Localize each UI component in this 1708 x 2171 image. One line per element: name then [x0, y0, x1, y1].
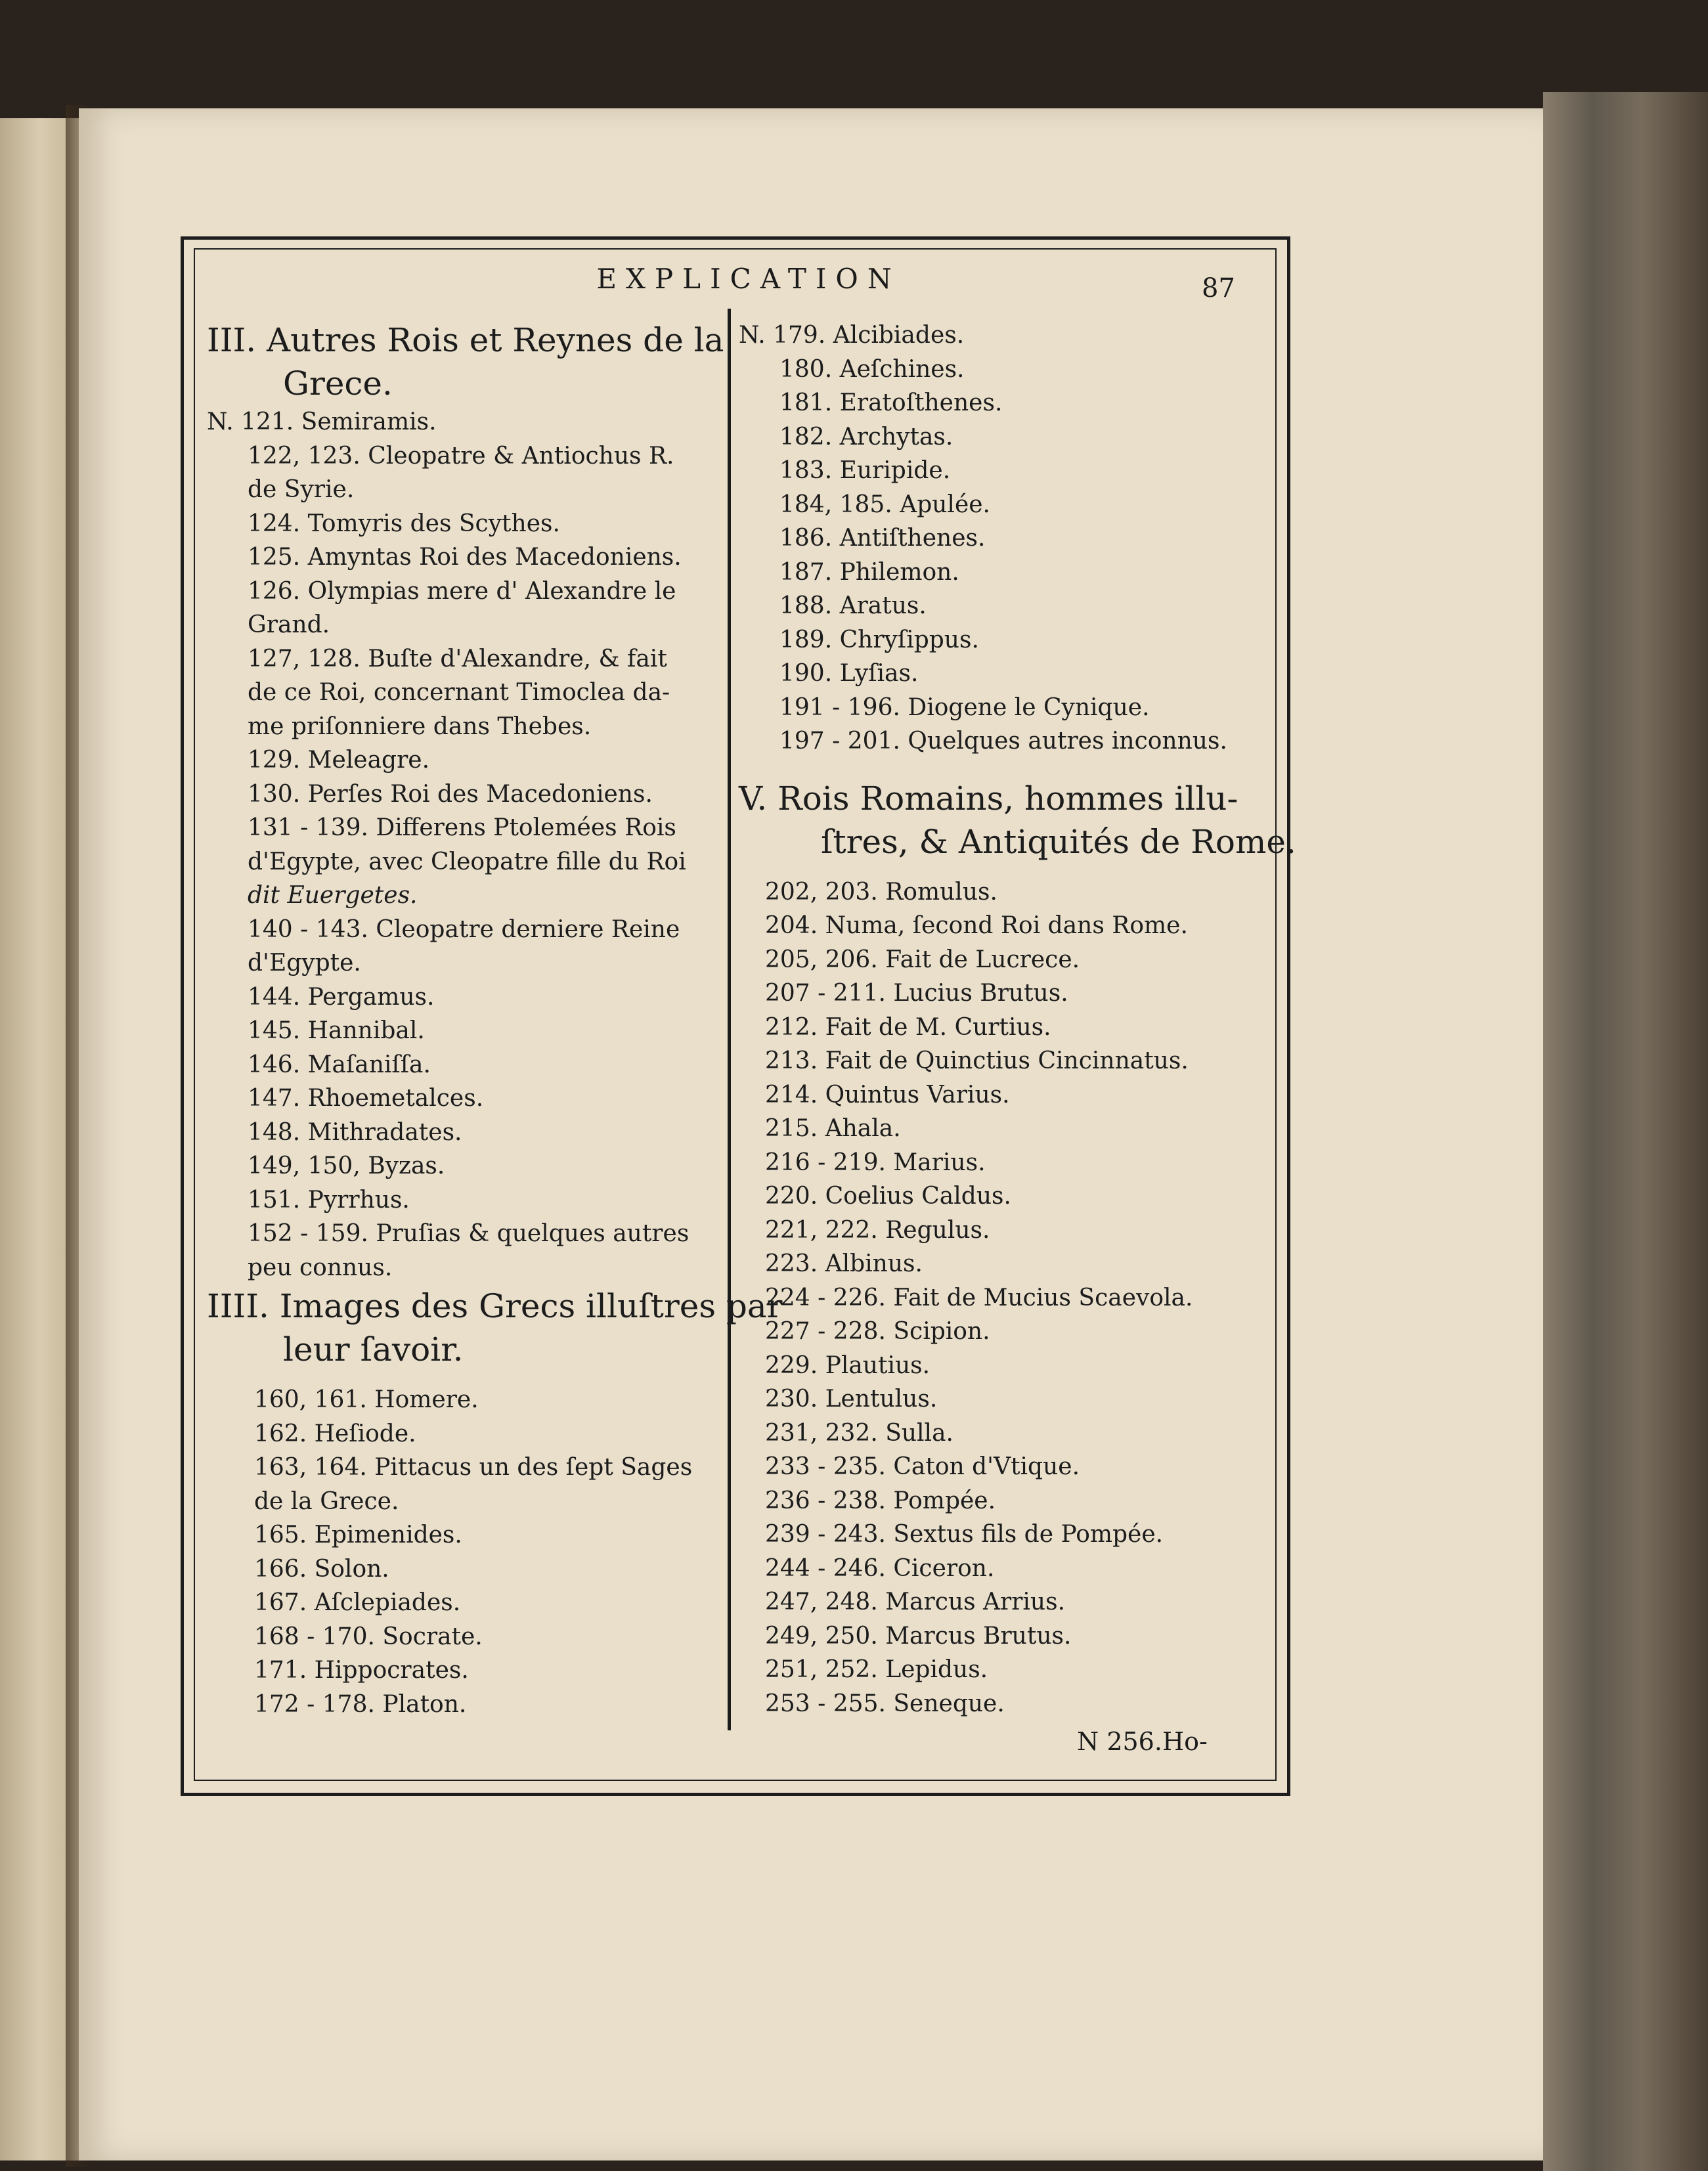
list-item: 224 - 226. Fait de Mucius Scaevola.: [765, 1284, 1193, 1311]
list-item: 151. Pyrrhus.: [248, 1186, 410, 1214]
list-item: 160, 161. Homere.: [254, 1386, 479, 1413]
list-item-continued: me priſonniere dans Thebes.: [248, 713, 592, 740]
list-item: 213. Fait de Quinctius Cincinnatus.: [765, 1047, 1189, 1074]
list-item-continued: de Syrie.: [248, 476, 355, 503]
list-item: 122, 123. Cleopatre & Antiochus R.: [248, 442, 674, 470]
left-column: [207, 318, 783, 1721]
list-item: 253 - 255. Seneque.: [765, 1690, 1005, 1717]
right-column: [739, 318, 1296, 1721]
list-item: 129. Meleagre.: [248, 747, 430, 774]
list-item: 152 - 159. Pruſias & quelques autres: [248, 1220, 690, 1247]
running-head: EXPLICATION: [596, 263, 901, 295]
list-item: N. 121. Semiramis.: [207, 408, 437, 435]
section-heading-continued: Grece.: [283, 364, 393, 403]
list-item: 205, 206. Fait de Lucrece.: [765, 946, 1080, 973]
list-item: 180. Aeſchines.: [779, 355, 965, 383]
list-item: 251, 252. Lepidus.: [765, 1656, 988, 1683]
list-item: 124. Tomyris des Scythes.: [248, 510, 560, 537]
list-item: 140 - 143. Cleopatre derniere Reine: [248, 915, 680, 943]
list-item-continued: d'Egypte.: [248, 950, 361, 976]
section-heading: III. Autres Rois et Reynes de la: [207, 321, 724, 359]
list-item: 214. Quintus Varius.: [765, 1081, 1010, 1108]
list-item: 212. Fait de M. Curtius.: [765, 1013, 1051, 1041]
list-item-continued: peu connus.: [248, 1254, 393, 1281]
list-item: 126. Olympias mere d' Alexandre le: [248, 577, 676, 605]
list-item: 229. Plautius.: [765, 1351, 931, 1379]
list-item: 187. Philemon.: [779, 558, 959, 586]
list-item: 144. Pergamus.: [248, 983, 435, 1011]
list-item: 182. Archytas.: [779, 423, 953, 450]
list-item: 190. Lyſias.: [779, 660, 919, 687]
list-item: 239 - 243. Sextus fils de Pompée.: [765, 1521, 1164, 1548]
list-item: 125. Amyntas Roi des Macedoniens.: [248, 544, 682, 571]
catchword: N 256.Ho-: [1077, 1727, 1208, 1756]
list-item: 172 - 178. Platon.: [254, 1690, 467, 1718]
list-item: 227 - 228. Scipion.: [765, 1318, 990, 1345]
list-item: 204. Numa, ſecond Roi dans Rome.: [765, 912, 1188, 939]
list-item: 230. Lentulus.: [765, 1386, 938, 1413]
list-item-continued: dit Euergetes.: [248, 882, 418, 909]
list-item: 221, 222. Regulus.: [765, 1216, 990, 1244]
list-item: 181. Eratoſthenes.: [779, 389, 1003, 416]
list-item: 188. Aratus.: [779, 592, 927, 619]
list-item: 244 - 246. Ciceron.: [765, 1554, 995, 1582]
list-item: 183. Euripide.: [779, 457, 951, 484]
page-number: 87: [1202, 273, 1235, 303]
list-item-continued: Grand.: [248, 611, 330, 638]
list-item: 148. Mithradates.: [248, 1118, 462, 1146]
list-item: 233 - 235. Caton d'Vtique.: [765, 1453, 1080, 1480]
list-item: 247, 248. Marcus Arrius.: [765, 1589, 1066, 1615]
list-item: 145. Hannibal.: [248, 1017, 425, 1044]
section-heading: IIII. Images des Grecs illuſtres par: [207, 1287, 783, 1325]
list-item: 130. Perſes Roi des Macedoniens.: [248, 780, 653, 808]
list-item: 171. Hippocrates.: [254, 1657, 469, 1684]
list-item: 249, 250. Marcus Brutus.: [765, 1622, 1072, 1650]
list-item: 127, 128. Buſte d'Alexandre, & fait: [248, 645, 667, 672]
list-item: 202, 203. Romulus.: [765, 878, 997, 906]
list-item: 147. Rhoemetalces.: [248, 1085, 484, 1112]
list-item: 131 - 139. Differens Ptolemées Rois: [248, 814, 676, 841]
section-heading-continued: leur ſavoir.: [283, 1330, 464, 1369]
list-item-continued: d'Egypte, avec Cleopatre fille du Roi: [248, 848, 686, 875]
list-item: 186. Antiſthenes.: [779, 525, 986, 552]
list-item: 197 - 201. Quelques autres inconnus.: [779, 728, 1227, 755]
list-item: 215. Ahala.: [765, 1115, 901, 1142]
list-item: 149, 150, Byzas.: [248, 1152, 445, 1179]
list-item: 163, 164. Pittacus un des ſept Sages: [254, 1454, 693, 1481]
list-item-continued: de ce Roi, concernant Timoclea da-: [248, 679, 670, 706]
list-item: 184, 185. Apulée.: [779, 491, 990, 518]
section-heading-continued: ſtres, & Antiquités de Rome.: [821, 822, 1296, 861]
list-item: 165. Epimenides.: [254, 1522, 462, 1548]
list-item: 166. Solon.: [254, 1555, 389, 1583]
list-item: N. 179. Alcibiades.: [739, 322, 965, 349]
list-item: 168 - 170. Socrate.: [254, 1623, 483, 1650]
list-item: 167. Aſclepiades.: [254, 1589, 461, 1616]
list-item: 162. Heſiode.: [254, 1420, 416, 1447]
list-item: 223. Albinus.: [765, 1250, 923, 1277]
list-item: 146. Maſaniſſa.: [248, 1051, 431, 1078]
list-item: 191 - 196. Diogene le Cynique.: [779, 693, 1150, 721]
book-cover-edge: [1543, 92, 1708, 2171]
list-item: 236 - 238. Pompée.: [765, 1487, 996, 1514]
list-item: 207 - 211. Lucius Brutus.: [765, 980, 1068, 1007]
section-heading: V. Rois Romains, hommes illu-: [739, 779, 1238, 818]
list-item: 189. Chryſippus.: [779, 626, 979, 653]
list-item-continued: de la Grece.: [254, 1487, 399, 1515]
list-item: 231, 232. Sulla.: [765, 1419, 953, 1447]
list-item: 220. Coelius Caldus.: [765, 1183, 1011, 1210]
list-item: 216 - 219. Marius.: [765, 1149, 986, 1176]
